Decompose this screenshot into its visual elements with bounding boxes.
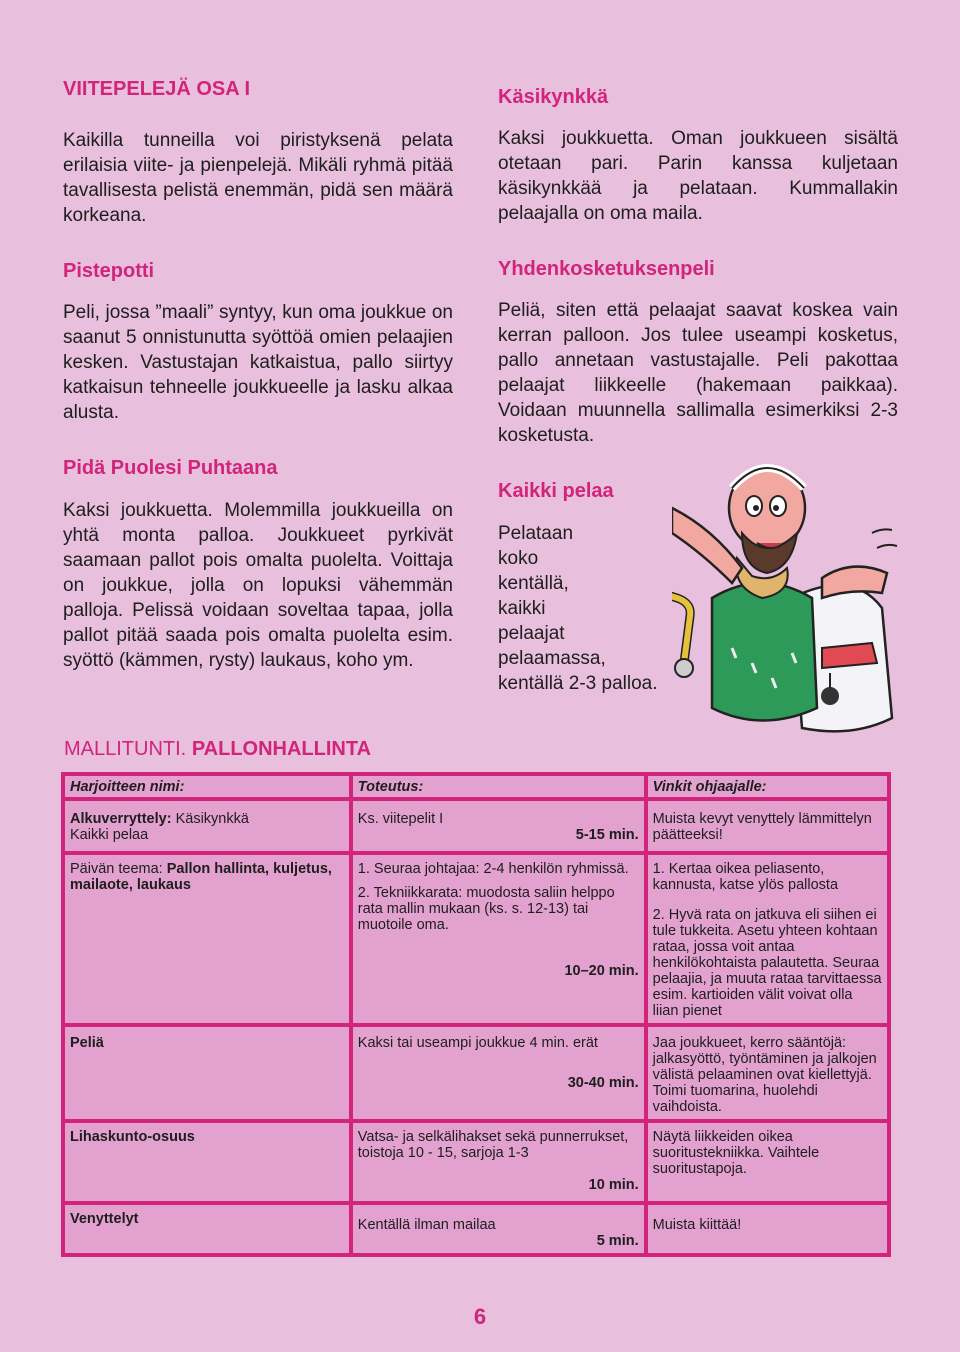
row5-duration: 5 min.: [596, 1233, 639, 1249]
row4-name: Lihaskunto-osuus: [70, 1129, 195, 1145]
row1-impl-text: Ks. viitepelit I: [357, 811, 444, 827]
pida-puolesi-text: Kaksi joukkuetta. Molemmilla joukkueilla on yhtä monta palloa. Joukkueet pyrkivät saamaan pallot pois omalta puolelta. Voittaja on joukkue, jolla on lopuksi vähemmän palloja. Pelissä voidaan soveltaa tapaa, jolla pallot pitää saada pois omalta puolelta esim. syöttö (kämmen, rysty) laukaus, koho ym.: [63, 500, 453, 671]
row4-duration: 10 min.: [588, 1177, 639, 1193]
header-toteutus: Toteutus:: [353, 776, 644, 797]
section-title-viitepeleja: VIITEPELEJÄ OSA I: [63, 78, 251, 100]
left-column: [63, 78, 453, 673]
row1-duration: 5-15 min.: [575, 827, 639, 843]
heading-kaikki-pelaa: Kaikki pelaa: [498, 480, 614, 502]
row2-name-prefix: Päivän teema:: [70, 861, 163, 877]
row4-impl: [353, 1123, 644, 1201]
row1-name-rest: Käsikynkkä: [175, 811, 249, 827]
pistepotti-text: Peli, jossa ”maali” syntyy, kun oma joukkue on saanut 5 onnistunutta syöttöä omien pelaajien kesken. Vastustajan katkaistua, pallo siirtyy katkaisun tehneelle joukkueelle ja lasku alkaa alusta.: [63, 302, 453, 423]
row2-impl: [353, 855, 644, 1023]
row3-impl: [353, 1027, 644, 1119]
kaikki-pelaa-line: pelaamassa,: [498, 648, 606, 669]
row2-tips-2: 2. Hyvä rata on jatkuva eli siihen ei tule tukkeita. Asetu yhteen kohtaan rataa, jossa voit antaa henkilökohtaista palautetta. Seuraa pelaajia, ja muuta rataa tarvittaessa esim. kartioiden välit voivat olla liian pienet: [652, 907, 882, 1019]
row2-tips-1: 1. Kertaa oikea peliasento, kannusta, katse ylös pallosta: [652, 861, 839, 893]
kasikynkka-text: Kaksi joukkuetta. Oman joukkueen sisältä otetaan pari. Parin kanssa kuljetaan käsikynkkää ja pelataan. Kummallakin pelaajalla on oma maila.: [498, 128, 898, 224]
table-row: [65, 1123, 887, 1201]
row1-impl: [353, 801, 644, 851]
lesson-title: [64, 738, 371, 761]
row5-name: Venyttelyt: [70, 1211, 139, 1227]
row2-tips: [648, 855, 887, 1023]
table-row: [65, 1027, 887, 1119]
heading-yhdenkosketuksenpeli: Yhdenkosketuksenpeli: [498, 258, 715, 280]
row2-duration: 10–20 min.: [564, 963, 639, 979]
lesson-prefix: MALLITUNTI.: [64, 738, 187, 760]
row5-impl: [353, 1205, 644, 1253]
kaikki-pelaa-line: Pelataan: [498, 523, 574, 544]
heading-pida-puolesi: Pidä Puolesi Puhtaana: [63, 457, 278, 479]
row2-name: [65, 855, 349, 1023]
row4-tips: Näytä liikkeiden oikea suoritustekniikka. Vaihtele suoritustapoja.: [648, 1123, 887, 1201]
table-row: [65, 801, 887, 851]
heading-kasikynkka: Käsikynkkä: [498, 86, 609, 108]
kaikki-pelaa-line: pelaajat: [498, 623, 565, 644]
kaikki-pelaa-line: koko: [498, 548, 539, 569]
yhdenkosketuksenpeli-text: Peliä, siten että pelaajat saavat koskea vain kerran palloon. Jos tulee useampi kosketus, pallo annetaan vastustajalle. Peli pakottaa pelaajat liikkeelle (hakemaan paikkaa). Voidaan muunnella sallimalla esimerkiksi 2-3 kosketusta.: [498, 300, 898, 446]
row3-duration: 30-40 min.: [567, 1075, 639, 1091]
kaikki-pelaa-line: kaikki: [498, 598, 546, 619]
row2-impl-2: 2. Tekniikkarata: muodosta saliin helppo rata mallin mukaan (ks. s. 12-13) tai muotoile oma.: [357, 885, 615, 933]
row1-name-bold: Alkuverryttely:: [70, 811, 172, 827]
row5-impl-text: Kentällä ilman mailaa: [357, 1217, 496, 1233]
row5-tips: Muista kiittää!: [648, 1205, 887, 1253]
floorball-players-illustration: [672, 448, 902, 748]
intro-text: Kaikilla tunneilla voi piristyksenä pelata erilaisia viite- ja pienpelejä. Mikäli ryhmä pitää tavallisesta pelistä enemmän, pidä sen määrä korkeana.: [63, 130, 453, 226]
kaikki-pelaa-line: kentällä,: [498, 573, 569, 594]
lesson-plan-table: [61, 772, 891, 1257]
table-row: [65, 855, 887, 1023]
row3-impl-text: Kaksi tai useampi joukkue 4 min. erät: [357, 1035, 598, 1051]
row1-tips: Muista kevyt venyttely lämmittelyn päätteeksi!: [648, 801, 887, 851]
table-row: [65, 1205, 887, 1253]
table-header-row: [65, 776, 887, 797]
page-number: 6: [473, 1304, 487, 1329]
lesson-name: PALLONHALLINTA: [191, 738, 372, 760]
row3-tips: Jaa joukkueet, kerro sääntöjä: jalkasyöttö, työntäminen ja jalkojen välistä pelaaminen ovat kiellettyjä. Toimi tuomarina, huolehdi vaihdoista.: [648, 1027, 887, 1119]
row3-name: Peliä: [70, 1035, 104, 1051]
header-vinkit: Vinkit ohjaajalle:: [648, 776, 887, 797]
heading-pistepotti: Pistepotti: [63, 260, 155, 282]
row2-name-bold: Pallon hallinta, kuljetus, mailaote, laukaus: [70, 861, 332, 893]
row1-name: [65, 801, 349, 851]
header-harjoitteen-nimi: Harjoitteen nimi:: [65, 776, 349, 797]
row2-impl-1: 1. Seuraa johtajaa: 2-4 henkilön ryhmissä.: [357, 861, 629, 877]
row4-impl-text: Vatsa- ja selkälihakset sekä punnerrukset, toistoja 10 - 15, sarjoja 1-3: [357, 1129, 629, 1161]
row1-name-line2: Kaikki pelaa: [70, 827, 149, 843]
kaikki-pelaa-line: kentällä 2-3 palloa.: [498, 673, 658, 694]
